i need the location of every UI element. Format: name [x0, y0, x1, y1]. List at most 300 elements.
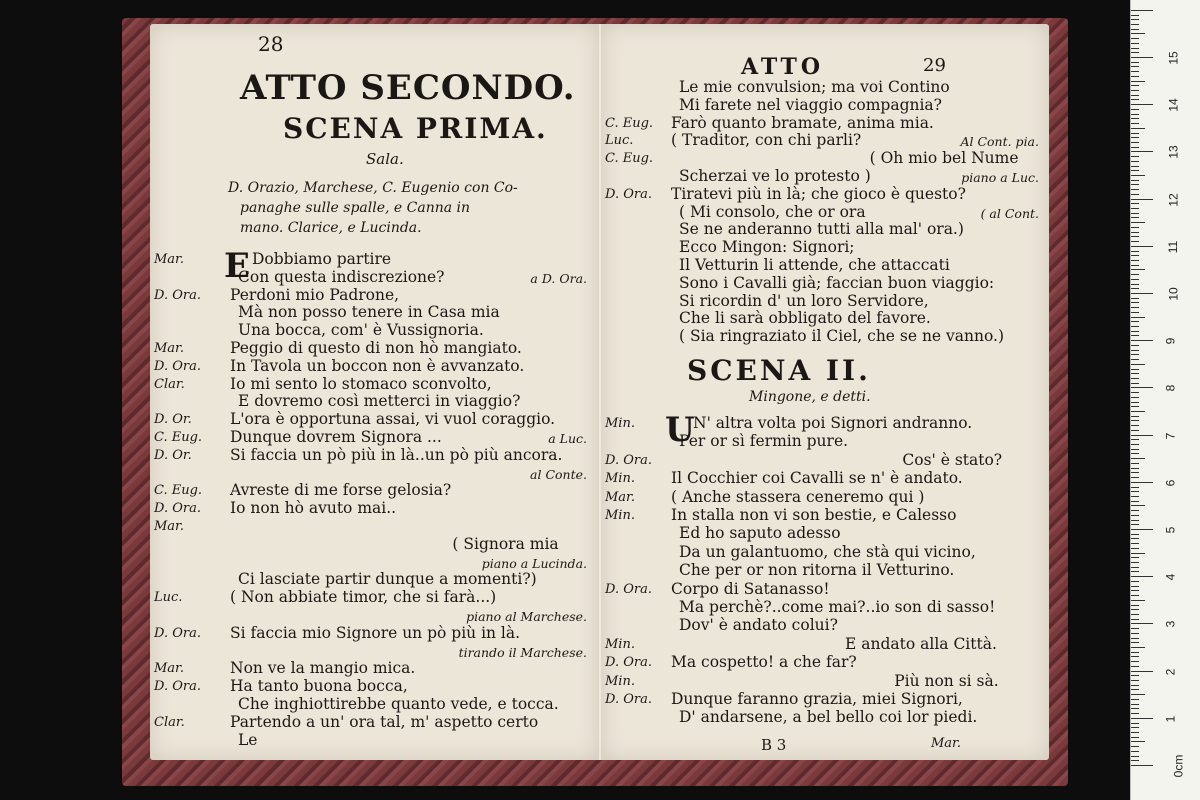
catchword: Mar.: [931, 736, 961, 751]
line-text: Più non si sà.: [894, 671, 999, 690]
line-text: ( Mi consolo, che or ora: [679, 202, 866, 221]
dialogue-line: [150, 695, 599, 713]
dialogue-line: [150, 713, 599, 731]
line-text: In Tavola un boccon non è avvanzato.: [230, 356, 525, 375]
ruler-tick: [1131, 576, 1153, 577]
ruler-tick: [1131, 548, 1139, 549]
signature-mark: B 3: [761, 736, 787, 754]
drop-cap: E: [224, 246, 250, 286]
line-text: Le: [238, 730, 258, 749]
ruler-tick: [1131, 269, 1145, 270]
dialogue-line: [150, 357, 599, 375]
line-text: Non ve la mangio mica.: [230, 659, 416, 678]
dialogue-line: [601, 149, 1049, 167]
ruler-tick: [1131, 472, 1139, 473]
stage-direction: al Conte.: [530, 466, 587, 482]
ruler-tick: [1131, 317, 1145, 318]
line-text: Dov' è andato colui?: [679, 616, 838, 635]
ruler-tick: [1131, 708, 1139, 709]
dialogue-line: [601, 451, 1049, 469]
line-text: Ma cospetto! a che far?: [671, 653, 857, 672]
line-text: Si faccia mio Signore un pò più in là.: [230, 623, 521, 642]
ruler-tick: [1131, 109, 1139, 110]
stage-direction: a Luc.: [548, 431, 587, 446]
ruler-tick: [1131, 647, 1145, 648]
ruler-tick: [1131, 57, 1153, 58]
ruler-tick: [1131, 392, 1139, 393]
ruler-tick: [1131, 15, 1139, 16]
dialogue-line: [150, 268, 599, 286]
ruler-number: 7: [1163, 432, 1178, 439]
ruler-tick: [1131, 581, 1139, 582]
character-line: panaghe sulle spalle, e Canna in: [240, 200, 471, 216]
dialogue-line: [601, 580, 1049, 598]
line-text: Con questa indiscrezione?: [238, 267, 445, 286]
dialogue-line: [601, 690, 1049, 708]
stage-direction: piano a Luc.: [961, 170, 1039, 185]
speaker-label: D. Ora.: [605, 692, 652, 707]
ruler-tick: [1131, 420, 1139, 421]
line-text: Avreste di me forse gelosia?: [230, 481, 452, 500]
line-text: Ecco Mingon: Signori;: [679, 238, 855, 257]
dialogue-line: [601, 220, 1049, 238]
ruler-tick: [1131, 713, 1139, 714]
ruler-tick: [1131, 435, 1153, 436]
ruler-tick: [1131, 609, 1139, 610]
line-text: Le mie convulsion; ma voi Contino: [679, 78, 950, 96]
ruler-tick: [1131, 666, 1139, 667]
stage-direction: Al Cont. pia.: [960, 134, 1039, 150]
ruler-number: 2: [1163, 668, 1178, 675]
scene-title: SCENA II.: [687, 354, 871, 387]
ruler-tick: [1131, 628, 1139, 629]
ruler-number: 14: [1166, 98, 1181, 112]
ruler-tick: [1131, 232, 1139, 233]
dialogue-line: [150, 535, 599, 553]
dialogue-line: [150, 499, 599, 517]
dialogue-line: [601, 653, 1049, 671]
dialogue-line: [601, 114, 1049, 132]
stage-direction: a D. Ora.: [530, 270, 587, 286]
ruler-tick: [1131, 718, 1153, 719]
ruler-tick: [1131, 137, 1139, 138]
ruler-tick: [1131, 387, 1153, 388]
line-text: Che inghiottirebbe quanto vede, e tocca.: [238, 695, 559, 713]
ruler-tick: [1131, 312, 1139, 313]
ruler-tick: [1131, 114, 1139, 115]
dialogue-line: [150, 570, 599, 588]
speaker-label: D. Ora.: [154, 501, 201, 517]
ruler-tick: [1131, 326, 1139, 327]
ruler-tick: [1131, 595, 1139, 596]
line-text: Tiratevi più in là; che gioco è questo?: [671, 184, 966, 203]
ruler-tick: [1131, 468, 1139, 469]
dialogue-line: [601, 238, 1049, 256]
ruler-tick: [1131, 354, 1139, 355]
dialogue-line: [601, 185, 1049, 203]
line-text: Dunque dovrem Signora ...: [230, 428, 442, 446]
ruler-number: 11: [1166, 240, 1181, 254]
speaker-label: Mar.: [154, 519, 184, 534]
line-text: E andato alla Città.: [845, 634, 997, 653]
speaker-label: D. Ora.: [154, 287, 201, 303]
speaker-label: Mar.: [154, 252, 184, 267]
ruler-tick: [1131, 350, 1139, 351]
line-text: Io mi sento lo stomaco sconvolto,: [230, 374, 492, 393]
line-text: ( Sia ringraziato il Ciel, che se ne vanno.): [679, 327, 1005, 346]
ruler-tick: [1131, 463, 1139, 464]
ruler-tick: [1131, 406, 1139, 407]
stage-direction: tirando il Marchese.: [458, 644, 587, 660]
line-text: Perdoni mio Padrone,: [230, 285, 400, 304]
speaker-label: Clar.: [154, 376, 185, 392]
ruler-tick: [1131, 364, 1145, 365]
line-text: Che li sarà obbligato del favore.: [679, 309, 931, 328]
line-text: Partendo a un' ora tal, m' aspetto certo: [230, 712, 539, 731]
line-text: Il Cocchier coi Cavalli se n' è andato.: [671, 469, 963, 488]
ruler-tick: [1131, 458, 1145, 459]
ruler-tick: [1131, 756, 1139, 757]
ruler-tick: [1131, 605, 1139, 606]
ruler-tick: [1131, 335, 1139, 336]
scene-characters: Mingone, e detti.: [749, 389, 871, 405]
ruler-tick: [1131, 194, 1139, 195]
ruler-tick: [1131, 482, 1153, 483]
ruler-tick: [1131, 24, 1139, 25]
ruler-tick: [1131, 369, 1139, 370]
ruler-tick: [1131, 619, 1139, 620]
ruler-tick: [1131, 685, 1139, 686]
ruler-tick: [1131, 430, 1139, 431]
line-text: L'ora è opportuna assai, vi vuol coraggio.: [230, 410, 556, 429]
speaker-label: D. Ora.: [605, 655, 652, 671]
ruler-tick: [1131, 538, 1139, 539]
ruler-tick: [1131, 600, 1145, 601]
ruler-tick: [1131, 416, 1139, 417]
line-text: Cos' è stato?: [902, 450, 1003, 469]
ruler-tick: [1131, 557, 1139, 558]
ruler-tick: [1131, 633, 1139, 634]
dialogue-line: [150, 677, 599, 695]
dialogue-line: [601, 543, 1049, 561]
ruler-tick: [1131, 675, 1139, 676]
ruler-tick: [1131, 444, 1139, 445]
ruler-number: 8: [1163, 385, 1178, 392]
ruler-tick: [1131, 723, 1139, 724]
ruler-tick: [1131, 510, 1139, 511]
ruler-tick: [1131, 48, 1139, 49]
ruler-tick: [1131, 496, 1139, 497]
line-text: Ci lasciate partir dunque a momenti?): [238, 570, 537, 589]
ruler-tick: [1131, 274, 1139, 275]
ruler-tick: [1131, 732, 1139, 733]
right-page: [601, 24, 1049, 760]
left-page: [150, 24, 599, 760]
dialogue-line: [601, 635, 1049, 653]
ruler-number: 4: [1163, 573, 1178, 581]
ruler-tick: [1131, 38, 1139, 39]
ruler-tick: [1131, 477, 1139, 478]
ruler-tick: [1131, 293, 1153, 294]
dialogue-line: [601, 598, 1049, 616]
ruler-tick: [1131, 378, 1139, 379]
dialogue-line: [150, 624, 599, 642]
ruler-tick: [1131, 251, 1139, 252]
ruler-tick: [1131, 704, 1139, 705]
speaker-label: C. Eug.: [605, 115, 654, 131]
ruler-tick: [1131, 751, 1139, 752]
dialogue-line: [601, 488, 1049, 506]
ruler-tick: [1131, 199, 1153, 200]
ruler-tick: [1131, 397, 1139, 398]
ruler-tick: [1131, 180, 1139, 181]
ruler-tick: [1131, 699, 1139, 700]
line-text: Da un galantuomo, che stà qui vicino,: [679, 542, 976, 561]
ruler-tick: [1131, 534, 1139, 535]
ruler-tick: [1131, 331, 1139, 332]
speaker-label: D. Or.: [154, 447, 192, 463]
ruler-tick: [1131, 29, 1139, 30]
dialogue-line: [150, 642, 599, 660]
line-text: Se ne anderanno tutti alla mal' ora.): [679, 220, 964, 239]
dialogue-line: [150, 339, 599, 357]
ruler-tick: [1131, 19, 1139, 20]
speaker-label: D. Ora.: [154, 679, 201, 695]
ruler-tick: [1131, 241, 1139, 242]
speaker-label: Min.: [605, 636, 635, 652]
ruler-tick: [1131, 321, 1139, 322]
speaker-label: D. Ora.: [605, 186, 652, 202]
ruler-number: 6: [1163, 479, 1178, 487]
ruler-number: 13: [1166, 145, 1181, 160]
speaker-label: C. Eug.: [605, 151, 654, 167]
ruler-tick: [1131, 661, 1139, 662]
line-text: Una bocca, com' è Vussignoria.: [238, 321, 484, 340]
ruler-number: 10: [1166, 287, 1181, 301]
ruler-tick: [1131, 680, 1139, 681]
ruler-tick: [1131, 66, 1139, 67]
ruler-number: 15: [1166, 51, 1181, 65]
ruler-tick: [1131, 10, 1153, 11]
dialogue-line: [601, 561, 1049, 579]
line-text: Corpo di Satanasso!: [671, 579, 830, 598]
ruler-tick: [1131, 614, 1139, 615]
stage-direction: piano a Lucinda.: [481, 555, 587, 571]
speaker-label: Luc.: [605, 133, 634, 149]
speaker-label: D. Ora.: [605, 581, 652, 597]
line-text: Scherzai ve lo protesto ): [679, 167, 871, 185]
ruler-tick: [1131, 288, 1139, 289]
dialogue-line: [601, 131, 1049, 149]
speaker-label: D. Ora.: [154, 358, 201, 374]
ruler-tick: [1131, 543, 1139, 544]
ruler-number: 9: [1163, 337, 1178, 345]
line-text: Dunque faranno grazia, miei Signori,: [671, 690, 963, 708]
ruler-tick: [1131, 222, 1145, 223]
ruler-tick: [1131, 71, 1139, 72]
ruler-tick: [1131, 737, 1139, 738]
dialogue-line: [150, 303, 599, 321]
speaker-label: C. Eug.: [154, 430, 203, 445]
ruler-tick: [1131, 741, 1145, 742]
ruler-tick: [1131, 487, 1139, 488]
dialogue-line: [601, 672, 1049, 690]
ruler-tick: [1131, 128, 1145, 129]
ruler-tick: [1131, 383, 1139, 384]
ruler-tick: [1131, 213, 1139, 214]
dialogue-line: [601, 708, 1049, 726]
speaker-label: Mar.: [605, 489, 635, 505]
page-number: 28: [258, 32, 284, 56]
speaker-label: D. Ora.: [154, 625, 201, 641]
dialogue-line: [601, 167, 1049, 185]
ruler-number: 5: [1163, 526, 1178, 534]
dialogue-line: [601, 274, 1049, 292]
dialogue-line: [601, 292, 1049, 310]
ruler-tick: [1131, 161, 1139, 162]
dialogue-line: [601, 506, 1049, 524]
ruler-tick: [1131, 571, 1139, 572]
line-text: E dovremo così metterci in viaggio?: [238, 392, 521, 411]
dialogue-line: [150, 606, 599, 624]
dialogue-line: [601, 96, 1049, 114]
ruler-tick: [1131, 123, 1139, 124]
ruler-tick: [1131, 246, 1153, 247]
ruler-tick: [1131, 255, 1139, 256]
ruler-tick: [1131, 453, 1139, 454]
line-text: D' andarsene, a bel bello coi lor piedi.: [679, 708, 978, 727]
line-text: Farò quanto bramate, anima mia.: [671, 113, 934, 132]
ruler-tick: [1131, 373, 1139, 374]
ruler-number: 0cm: [1171, 754, 1186, 778]
dialogue-line: [150, 588, 599, 606]
line-text: Ha tanto buona bocca,: [230, 677, 408, 696]
ruler-tick: [1131, 491, 1139, 492]
ruler-tick: [1131, 760, 1139, 761]
ruler-tick: [1131, 142, 1139, 143]
ruler-tick: [1131, 62, 1139, 63]
ruler-tick: [1131, 439, 1139, 440]
ruler-tick: [1131, 402, 1139, 403]
ruler-tick: [1131, 642, 1139, 643]
line-text: Si ricordin d' un loro Servidore,: [679, 291, 929, 310]
speaker-label: D. Or.: [154, 412, 192, 428]
dialogue-line: [150, 731, 599, 749]
ruler-tick: [1131, 623, 1153, 624]
ruler-tick: [1131, 359, 1139, 360]
dialogue-line: [150, 286, 599, 304]
stage-direction: piano al Marchese.: [466, 609, 587, 624]
speaker-label: Luc.: [154, 590, 183, 606]
ruler-tick: [1131, 227, 1139, 228]
ruler-tick: [1131, 184, 1139, 185]
ruler-tick: [1131, 671, 1153, 672]
ruler-tick: [1131, 529, 1153, 530]
ruler-tick: [1131, 260, 1139, 261]
character-line: mano. Clarice, e Lucinda.: [240, 220, 422, 236]
page-number: 29: [923, 55, 946, 76]
act-title: ATTO SECONDO.: [240, 68, 576, 108]
ruler-tick: [1131, 95, 1139, 96]
dialogue-line: [601, 309, 1049, 327]
ruler-tick: [1131, 590, 1139, 591]
ruler-tick: [1131, 694, 1145, 695]
dialogue-line: [601, 616, 1049, 634]
ruler-tick: [1131, 85, 1139, 86]
dialogue-line: [150, 321, 599, 339]
line-text: Peggio di questo di non hò mangiato.: [230, 339, 522, 357]
line-text: Mi farete nel viaggio compagnia?: [679, 95, 942, 114]
dialogue-line: [601, 256, 1049, 274]
ruler-tick: [1131, 217, 1139, 218]
dialogue-line: [601, 524, 1049, 542]
line-text: Ed ho saputo adesso: [679, 524, 841, 543]
ruler-tick: [1131, 746, 1139, 747]
ruler-tick: [1131, 170, 1139, 171]
ruler-tick: [1131, 449, 1139, 450]
dialogue-line: [150, 446, 599, 464]
ruler-tick: [1131, 236, 1139, 237]
ruler-tick: [1131, 689, 1139, 690]
speaker-label: Mar.: [154, 341, 184, 356]
line-text: Si faccia un pò più in là..un pò più ancora.: [230, 445, 563, 464]
setting: Sala.: [366, 150, 404, 168]
speaker-label: Min.: [605, 673, 635, 689]
line-text: Il Vetturin li attende, che attaccati: [679, 256, 950, 274]
line-text: Mà non posso tenere in Casa mia: [238, 303, 500, 322]
ruler-tick: [1131, 52, 1139, 53]
ruler-tick: [1131, 425, 1139, 426]
ruler-number: 3: [1163, 621, 1178, 628]
ruler-tick: [1131, 90, 1139, 91]
line-text: ( Oh mio bel Nume: [869, 149, 1019, 168]
speaker-label: Min.: [605, 416, 635, 431]
ruler-tick: [1131, 104, 1153, 105]
ruler-tick: [1131, 345, 1139, 346]
ruler-tick: [1131, 562, 1139, 563]
ruler-tick: [1131, 151, 1153, 152]
line-text: Ma perchè?..come mai?..io son di sasso!: [679, 598, 996, 616]
ruler-tick: [1131, 118, 1139, 119]
dialogue-line: [150, 553, 599, 571]
ruler-tick: [1131, 520, 1139, 521]
ruler-tick: [1131, 133, 1139, 134]
ruler-tick: [1131, 586, 1139, 587]
ruler-tick: [1131, 302, 1139, 303]
speaker-label: Min.: [605, 471, 635, 487]
ruler-tick: [1131, 99, 1139, 100]
ruler-tick: [1131, 81, 1145, 82]
line-text: ( Non abbiate timor, che si farà...): [230, 588, 497, 607]
stage-direction: ( al Cont.: [980, 205, 1039, 221]
ruler-tick: [1131, 284, 1139, 285]
speaker-label: D. Ora.: [605, 452, 652, 468]
dialogue-line: [601, 78, 1049, 96]
ruler-tick: [1131, 652, 1139, 653]
dialogue-line: [150, 410, 599, 428]
line-text: Dobbiamo partire: [252, 250, 392, 268]
dialogue-line: [150, 659, 599, 677]
ruler-tick: [1131, 638, 1139, 639]
line-text: ( Signora mia: [452, 534, 559, 553]
speaker-label: C. Eug.: [154, 483, 203, 499]
ruler-tick: [1131, 501, 1139, 502]
dialogue-line: [601, 469, 1049, 487]
line-text: ( Traditor, con chi parli?: [671, 131, 862, 150]
ruler-tick: [1131, 727, 1139, 728]
line-text: Per or sì fermin pure.: [679, 432, 849, 451]
character-line: D. Orazio, Marchese, C. Eugenio con Co-: [228, 180, 518, 196]
